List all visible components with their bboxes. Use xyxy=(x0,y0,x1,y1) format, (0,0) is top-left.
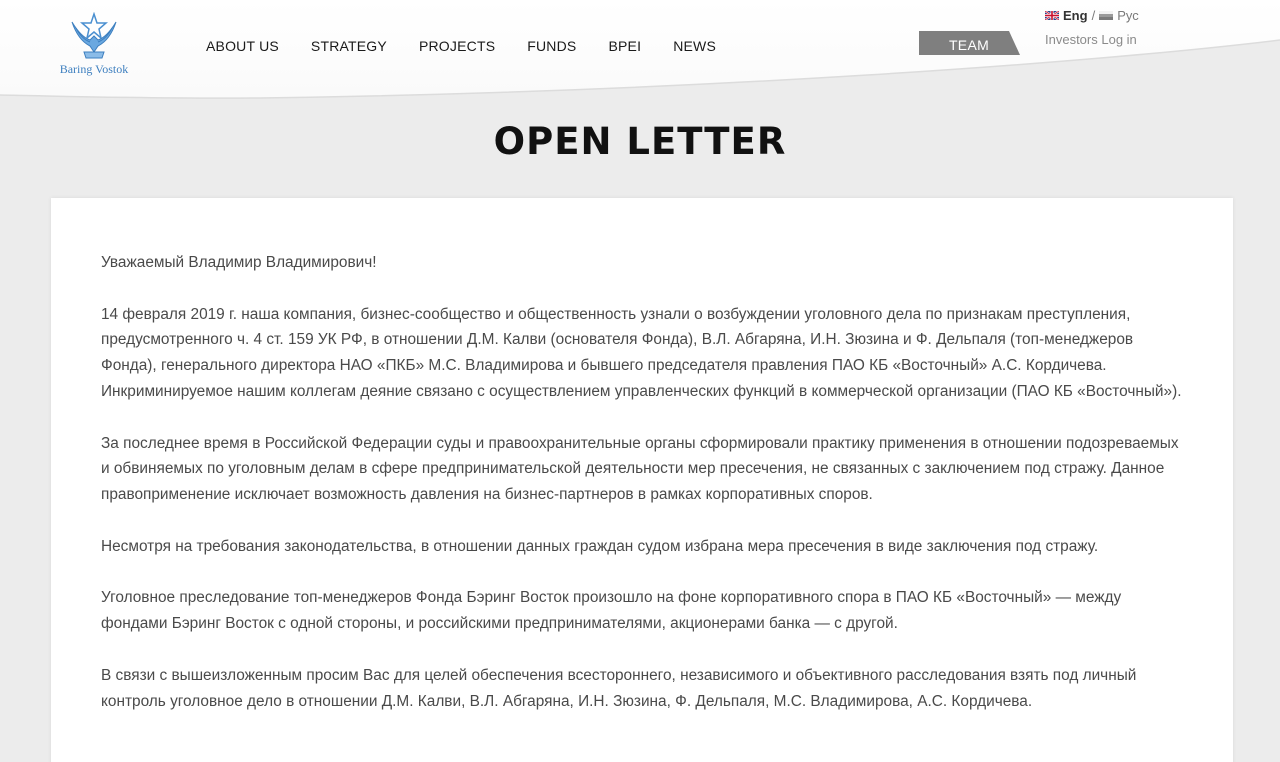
language-english[interactable]: Eng xyxy=(1063,8,1088,23)
language-switcher xyxy=(1045,8,1139,23)
nav-item-projects[interactable]: PROJECTS xyxy=(418,38,496,54)
main-nav xyxy=(206,38,748,54)
letter-paragraph: За последнее время в Российской Федерации суды и правоохранительные органы сформировали практику применения в отношении подозреваемых и обвиняемых по уголовным делам в сфере предпринимательской деятельности мер пресечения, не связанных с заключением под стражу. Данное правоприменение исключает возможность давления на бизнес-партнеров в рамках корпоративных споров. xyxy=(101,434,1179,504)
investors-login-link[interactable]: Investors Log in xyxy=(1045,32,1137,47)
letter-paragraph: 14 февраля 2019 г. наша компания, бизнес-сообщество и общественность узнали о возбуждении уголовного дела по признакам преступления, предусмотренного ч. 4 ст. 159 УК РФ, в отношении Д.М. Калви (основателя Фонда), В.Л. Абгаряна, И.Н. Зюзина и Ф. Дельпаля (топ-менеджеров Фонда), генерального директора НАО «ПКБ» М.С. Владимирова и бывшего председателя правления ПАО КБ «Восточный» А.С. Кордичева. Инкриминируемое нашим коллегам деяние связано с осуществлением управленческих функций в коммерческой организации (ПАО КБ «Восточный»). xyxy=(101,305,1182,400)
uk-flag-icon xyxy=(1045,11,1059,20)
letter-paragraph: Несмотря на требования законодательства, в отношении данных граждан судом избрана мера пресечения в виде заключения под стражу. xyxy=(101,537,1099,555)
team-button-label: TEAM xyxy=(948,37,990,53)
nav-item-funds[interactable]: FUNDS xyxy=(527,38,577,54)
brand-logo[interactable] xyxy=(48,12,140,80)
language-separator: / xyxy=(1091,8,1096,23)
nav-item-strategy[interactable]: STRATEGY xyxy=(310,38,387,54)
brand-name: Baring Vostok xyxy=(59,62,129,76)
letter-paragraph: Уголовное преследование топ-менеджеров Фонда Бэринг Восток произошло на фоне корпоративного спора в ПАО КБ «Восточный» — между фондами Бэринг Восток с одной стороны, и российскими предпринимателями, акционерами банка — с другой. xyxy=(101,589,1122,633)
russia-flag-icon xyxy=(1099,11,1113,20)
nav-item-news[interactable]: NEWS xyxy=(673,38,716,54)
page-title: OPEN LETTER xyxy=(493,120,787,163)
language-russian[interactable]: Рус xyxy=(1117,8,1139,23)
team-button[interactable] xyxy=(919,31,1020,61)
letter-paragraph: В связи с вышеизложенным просим Вас для целей обеспечения всестороннего, независимого и объективного расследования взять под личный контроль уголовное дело в отношении Д.М. Калви, В.Л. Абгаряна, И.Н. Зюзина, Ф. Дельпаля, М.С. Владимирова, А.С. Кордичева. xyxy=(101,666,1137,710)
nav-item-bpei[interactable]: BPEI xyxy=(608,38,642,54)
site-header xyxy=(0,0,1280,110)
nav-item-about-us[interactable]: ABOUT US xyxy=(206,38,279,54)
letter-body xyxy=(101,250,1191,740)
eagle-star-icon xyxy=(66,12,122,62)
letter-greeting: Уважаемый Владимир Владимирович! xyxy=(101,254,377,271)
